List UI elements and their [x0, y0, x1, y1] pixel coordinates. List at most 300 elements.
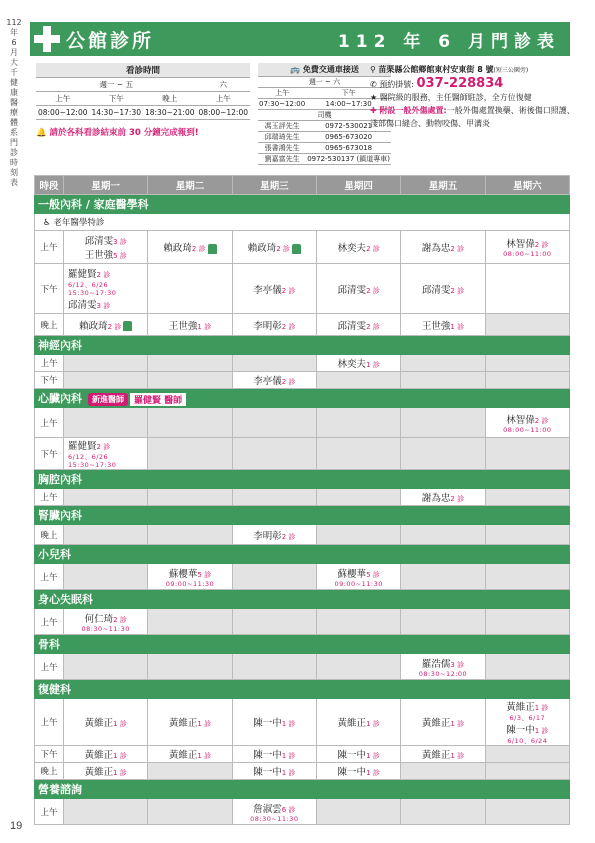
schedule-cell: [64, 763, 148, 780]
session-label: 下午: [35, 264, 64, 314]
schedule-cell-empty: [148, 525, 232, 545]
doctor-name: 黃維正: [337, 718, 367, 729]
doctor-name: 謝為忠: [421, 243, 451, 254]
room-number: 1 診: [197, 752, 212, 760]
shuttle-slot: 下午: [306, 87, 391, 98]
schedule-cell-empty: [485, 746, 569, 763]
schedule-cell-empty: [148, 408, 232, 438]
room-number: 2 診: [281, 532, 296, 541]
checkin-warning: [36, 126, 199, 138]
schedule-cell-empty: [148, 799, 232, 825]
header-cell: 星期五: [401, 176, 485, 195]
hours-slot: 上午: [36, 91, 90, 105]
doctor-name: 羅健賢: [68, 441, 97, 452]
schedule-cell: [232, 372, 316, 389]
plus-icon: ✚: [370, 106, 380, 115]
room-number: 1 診: [366, 720, 380, 728]
doctor-name: 賴政琦: [247, 243, 277, 254]
schedule-cell-empty: [64, 654, 148, 680]
schedule-cell: [316, 355, 400, 372]
schedule-cell-empty: [401, 355, 485, 372]
schedule-cell-empty: [64, 525, 148, 545]
driver-phone: 0965-673018: [306, 142, 391, 153]
schedule-cell-empty: [316, 799, 400, 825]
phone-icon: ✆: [370, 80, 380, 89]
schedule-cell-empty: [485, 525, 569, 545]
doctor-name: 李明彰: [253, 530, 282, 542]
header-cell: 星期四: [316, 176, 400, 195]
schedule-cell: [148, 746, 232, 763]
side-char: 112: [6, 18, 22, 27]
doctor-name: 王世強: [168, 320, 198, 332]
schedule-cell: [316, 746, 400, 763]
schedule-cell-empty: [148, 609, 232, 635]
side-char: 門: [10, 138, 18, 147]
schedule-cell-empty: [485, 609, 569, 635]
side-char: 大: [10, 58, 18, 67]
doctor-name: 李亭儀: [253, 376, 282, 387]
schedule-cell-empty: [316, 372, 400, 389]
schedule-cell: [232, 231, 316, 264]
doctor-name: 賴政琦: [163, 243, 192, 254]
schedule-cell-empty: [232, 654, 316, 680]
star-icon: ★: [370, 93, 380, 102]
room-number: 2 診: [450, 245, 465, 253]
schedule-cell: [232, 763, 316, 780]
time-note: 08:00~11:00: [503, 425, 552, 434]
room-number: 2 診: [534, 416, 549, 425]
room-number: 2 診: [191, 245, 206, 253]
session-label: 上午: [35, 609, 64, 635]
schedule-cell: [64, 314, 148, 336]
schedule-cell: [316, 763, 400, 780]
side-char: 千: [10, 68, 18, 77]
doctor-name: 陳一中: [253, 718, 282, 729]
schedule-cell: [64, 264, 148, 314]
side-char: 健: [10, 78, 18, 87]
doctor-name: 謝為忠: [421, 493, 451, 504]
dept-neurology: 神經內科: [35, 336, 570, 355]
session-label: 上午: [35, 355, 64, 372]
side-char: 時: [10, 158, 18, 167]
page-header: [30, 22, 570, 56]
schedule-cell: [316, 264, 400, 314]
schedule-cell: [64, 231, 148, 264]
driver-name: 邱瑞琦先生: [258, 131, 306, 142]
room-number: 5 診: [113, 252, 127, 260]
weekday-header-row: [35, 176, 570, 195]
date-note: 6/3、6/17: [509, 714, 546, 722]
schedule-cell-empty: [148, 489, 232, 506]
schedule-cell-empty: [316, 525, 400, 545]
hours-time: 08:00~12:00: [36, 105, 90, 119]
schedule-cell-empty: [148, 763, 232, 780]
room-number: 2 診: [450, 286, 465, 295]
elderly-icon: ♿: [43, 218, 54, 228]
room-number: 1 診: [197, 720, 212, 728]
schedule-cell: [64, 699, 148, 746]
doctor-name: 李亭儀: [253, 284, 282, 296]
doctor-name: 陳一中: [253, 767, 282, 778]
surgery-line: [370, 104, 580, 130]
date-note: 6/12、6/26: [68, 281, 109, 289]
room-number: 2 診: [276, 245, 290, 253]
time-note: 08:00~11:00: [503, 250, 552, 258]
room-number: 2 診: [366, 322, 380, 331]
room-number: 1 診: [281, 769, 296, 777]
schedule-cell: [316, 231, 400, 264]
side-char: 醫: [10, 98, 18, 107]
shuttle-time: 07:30~12:00: [259, 99, 306, 108]
time-note: 09:00~11:30: [334, 579, 383, 588]
dept-label: 心臟內科: [38, 392, 82, 405]
doctor-name: 黃維正: [421, 750, 451, 761]
doctor-name: 黃維正: [421, 718, 451, 729]
schedule-cell-empty: [401, 372, 485, 389]
schedule-cell-empty: [485, 654, 569, 680]
schedule-cell-empty: [64, 355, 148, 372]
surgery-desc: 一般外傷處置換藥、術後傷口照護、淺部傷口縫合、動物咬傷、甲溝炎: [370, 106, 575, 128]
session-label: 下午: [35, 372, 64, 389]
schedule-cell-empty: [401, 609, 485, 635]
schedule-cell-empty: [316, 438, 400, 470]
doctor-name: 王世強: [421, 320, 451, 332]
side-char: 月: [10, 48, 18, 57]
hours-group: 週一 ~ 五: [36, 77, 197, 91]
room-number: 1 診: [113, 720, 127, 728]
schedule-cell: [401, 654, 485, 680]
doctor-name: 詹淑雲: [253, 803, 282, 815]
schedule-cell-empty: [148, 372, 232, 389]
doctor-name: 蘇櫻華: [337, 568, 367, 580]
doctor-name: 黃維正: [506, 702, 535, 713]
doctor-name: 林奕夫: [337, 359, 367, 370]
contact-info: [370, 63, 580, 130]
time-note: 15:30~17:30: [68, 289, 117, 297]
driver-name: 劉嘉富先生: [258, 153, 306, 164]
header-cell: 星期六: [485, 176, 569, 195]
schedule-cell: [485, 264, 569, 314]
schedule-cell: [148, 314, 232, 336]
schedule-cell: [232, 799, 316, 825]
schedule-cell-empty: [316, 489, 400, 506]
room-number: 3 診: [96, 302, 111, 310]
service-line: [370, 91, 580, 104]
doctor-name: 黃維正: [168, 718, 198, 729]
schedule-cell-empty: [485, 438, 569, 470]
doctor-name: 黃維正: [84, 767, 114, 778]
driver-phone: 0972-530021: [306, 120, 391, 131]
dept-psychiatry: 身心失眠科: [35, 590, 570, 609]
side-char: 年: [10, 28, 18, 37]
hours-time: 08:00~12:00: [197, 105, 251, 119]
session-label: 上午: [35, 654, 64, 680]
room-number: 1 診: [450, 322, 465, 331]
side-char: 療: [10, 108, 18, 117]
shuttle-days: 週一 ~ 六: [258, 76, 391, 87]
date-note: 6/12、6/26: [68, 453, 109, 461]
new-doctor-name: 羅健賢 醫師: [130, 393, 186, 406]
room-number: 2 診: [366, 286, 380, 295]
schedule-cell: [148, 699, 232, 746]
schedule-cell-empty: [316, 408, 400, 438]
header-cell: 時段: [35, 176, 64, 195]
driver-phone: 0965-673020: [306, 131, 391, 142]
doctor-name: 黃維正: [84, 718, 114, 729]
room-number: 1 診: [113, 769, 127, 777]
schedule-cell: [401, 231, 485, 264]
elderly-icon: [123, 321, 132, 331]
doctor-name: 何仁琦: [84, 613, 114, 625]
schedule-cell-empty: [401, 408, 485, 438]
address-line: [370, 63, 580, 77]
schedule-cell-empty: [485, 763, 569, 780]
schedule-cell: [485, 699, 569, 746]
room-number: 2 診: [96, 271, 111, 279]
room-number: 1 診: [366, 769, 380, 777]
schedule-cell: [148, 564, 232, 590]
side-vertical-title: [4, 18, 24, 188]
bell-icon: 🔔: [36, 128, 50, 138]
session-label: 上午: [35, 799, 64, 825]
elderly-icon: [208, 244, 217, 254]
schedule-cell-empty: [232, 489, 316, 506]
schedule-cell: [232, 746, 316, 763]
shuttle-title-text: 免費交通車接送: [302, 64, 359, 74]
doctor-name: 陳一中: [506, 725, 535, 736]
header-cell: 星期二: [148, 176, 232, 195]
room-number: 2 診: [450, 495, 465, 503]
new-doctor-badge: 新進醫師: [88, 393, 128, 406]
dept-rehabilitation: 復健科: [35, 680, 570, 699]
session-label: 上午: [35, 564, 64, 590]
schedule-cell: [64, 746, 148, 763]
elderly-icon: [292, 244, 301, 254]
header-cell: 星期一: [64, 176, 148, 195]
hours-table: [36, 63, 250, 120]
time-note: 09:00~11:30: [165, 579, 215, 588]
room-number: 2 診: [113, 615, 127, 624]
room-number: 5 診: [197, 570, 212, 579]
schedule-cell-empty: [485, 355, 569, 372]
dept-nutrition: 營養諮詢: [35, 780, 570, 799]
room-number: 1 診: [534, 727, 549, 735]
room-number: 3 診: [113, 238, 127, 246]
service-text: 醫院級的服務，主任醫師駐診，全方位復健: [379, 93, 532, 102]
room-number: 3 診: [450, 660, 465, 669]
doctor-name: 林智偉: [506, 239, 535, 250]
schedule-cell-empty: [401, 438, 485, 470]
schedule-cell: [485, 231, 569, 264]
schedule-cell-empty: [64, 799, 148, 825]
address-text: 苗栗縣公館鄉館東村安東街 8 號: [378, 65, 494, 74]
hours-title: 看診時間: [36, 63, 250, 77]
schedule-cell-empty: [485, 799, 569, 825]
doctor-name: 陳一中: [253, 750, 282, 761]
doctor-name: 蘇櫻華: [168, 568, 198, 580]
room-number: 1 診: [450, 752, 465, 760]
doctor-name: 林智偉: [506, 414, 535, 426]
bus-icon: 🚌: [290, 64, 303, 74]
dept-chest: 胸腔內科: [35, 470, 570, 489]
warning-text: 請於各科看診結束前 30 分鐘完成報到!: [49, 128, 199, 138]
time-note: 08:30~11:30: [250, 814, 299, 823]
driver-phone: 0972-530137 (鎮道專車): [307, 154, 390, 163]
date-note: 6/10、6/24: [507, 737, 548, 745]
dept-orthopedics: 骨科: [35, 635, 570, 654]
phone-line: [370, 77, 580, 91]
driver-name: 馮玉評先生: [258, 120, 306, 131]
session-label: 上午: [35, 699, 64, 746]
time-note: 08:30~11:30: [81, 624, 130, 633]
schedule-cell-empty: [485, 372, 569, 389]
schedule-cell-empty: [485, 564, 569, 590]
schedule-cell-empty: [148, 355, 232, 372]
room-number: 1 診: [113, 752, 127, 760]
schedule-cell-empty: [485, 314, 569, 336]
room-number: 1 診: [281, 720, 296, 728]
schedule-cell: [401, 699, 485, 746]
side-char: 體: [10, 118, 18, 127]
schedule-cell: [316, 314, 400, 336]
hours-group: 六: [197, 77, 251, 91]
session-label: 上午: [35, 489, 64, 506]
schedule-cell-empty: [232, 609, 316, 635]
header-cell: 星期三: [232, 176, 316, 195]
room-number: 2 診: [281, 322, 296, 331]
schedule-cell: [232, 525, 316, 545]
schedule-cell: [485, 408, 569, 438]
page-number: 19: [10, 820, 23, 832]
session-label: 下午: [35, 746, 64, 763]
room-number: 6 診: [281, 805, 296, 814]
schedule-cell-empty: [232, 355, 316, 372]
hours-time: 18:30~21:00: [143, 105, 197, 119]
schedule-cell-empty: [64, 408, 148, 438]
schedule-cell-empty: [401, 525, 485, 545]
doctor-name: 黃維正: [168, 750, 198, 761]
side-char: 6: [11, 38, 17, 47]
room-number: 1 診: [534, 704, 549, 712]
shuttle-time: 14:00~17:30: [306, 98, 391, 109]
dept-pediatrics: 小兒科: [35, 545, 570, 564]
page-title: 112 年 6 月門診表: [337, 31, 560, 52]
doctor-name: 黃維正: [84, 750, 114, 761]
schedule-cell: [316, 699, 400, 746]
room-number: 2 診: [366, 245, 380, 253]
doctor-name: 邱清雯: [337, 284, 367, 296]
doctor-name: 王世強: [84, 250, 114, 261]
doctor-name: 賴政琦: [79, 320, 108, 332]
schedule-cell: [401, 314, 485, 336]
phone-number[interactable]: 037-228834: [416, 76, 504, 91]
schedule-cell-empty: [316, 654, 400, 680]
medical-cross-icon: [34, 26, 60, 52]
schedule-cell: [401, 264, 485, 314]
doctor-name: 羅健賢: [68, 269, 97, 280]
schedule-cell-empty: [401, 799, 485, 825]
hours-slot: 下午: [90, 91, 144, 105]
room-number: 2 診: [281, 286, 296, 295]
dept-nephrology: 腎臟內科: [35, 506, 570, 525]
schedule-cell: [232, 264, 316, 314]
schedule-cell: [232, 699, 316, 746]
doctor-name: 陳一中: [337, 750, 367, 761]
schedule-cell-empty: [316, 609, 400, 635]
room-number: 2 診: [281, 378, 296, 386]
schedule-cell: [64, 438, 148, 470]
room-number: 1 診: [366, 361, 380, 369]
doctor-name: 邱清雯: [337, 320, 367, 332]
doctor-name: 邱清雯: [68, 300, 97, 311]
time-note: 15:30~17:30: [68, 461, 117, 469]
geriatric-label: 老年醫學特診: [53, 218, 105, 228]
room-number: 2 診: [96, 443, 111, 451]
address-note: (短三公園旁): [493, 67, 529, 74]
phone-label: 預約掛號:: [379, 80, 414, 89]
schedule-cell: [316, 564, 400, 590]
schedule-cell-empty: [232, 408, 316, 438]
clinic-name: 公館診所: [66, 29, 155, 52]
session-label: 上午: [35, 408, 64, 438]
doctor-name: 邱清雯: [84, 236, 114, 247]
dept-cardiology: [35, 389, 570, 408]
schedule-cell: [148, 231, 232, 264]
room-number: 1 診: [281, 752, 296, 760]
side-char: 診: [10, 148, 18, 157]
doctor-name: 陳一中: [337, 767, 367, 778]
schedule-cell-empty: [64, 489, 148, 506]
session-label: 晚上: [35, 314, 64, 336]
side-char: 康: [10, 88, 18, 97]
schedule-cell-empty: [64, 564, 148, 590]
schedule-table: [34, 175, 570, 825]
doctor-name: 邱清雯: [421, 284, 451, 296]
side-char: 刻: [10, 168, 18, 177]
room-number: 1 診: [450, 720, 465, 728]
schedule-cell-empty: [64, 372, 148, 389]
hours-time: 14:30~17:30: [90, 105, 144, 119]
schedule-cell-empty: [485, 489, 569, 506]
side-char: 系: [10, 128, 18, 137]
doctor-name: 林奕夫: [337, 243, 367, 254]
schedule-cell-empty: [148, 654, 232, 680]
session-label: 下午: [35, 438, 64, 470]
schedule-cell: [401, 746, 485, 763]
time-note: 08:30~12:00: [418, 669, 468, 678]
session-label: 晚上: [35, 525, 64, 545]
schedule-cell: [401, 489, 485, 506]
schedule-cell: [64, 609, 148, 635]
schedule-cell: [232, 314, 316, 336]
doctor-name: 羅浩儒: [421, 658, 451, 670]
hours-slot: 晚上: [143, 91, 197, 105]
geriatric-subheader: [35, 214, 570, 231]
session-label: 上午: [35, 231, 64, 264]
session-label: 晚上: [35, 763, 64, 780]
side-char: 表: [10, 178, 18, 187]
location-pin-icon: ⚲: [370, 65, 379, 74]
schedule-cell-empty: [232, 564, 316, 590]
schedule-cell-empty: [232, 438, 316, 470]
driver-name: 張書鴻先生: [258, 142, 306, 153]
schedule-cell-empty: [401, 564, 485, 590]
shuttle-slot: 上午: [258, 87, 306, 98]
driver-label: 司機: [258, 109, 391, 120]
schedule-cell-empty: [148, 438, 232, 470]
dept-general-medicine: 一般內科 / 家庭醫學科: [35, 195, 570, 214]
hours-slot: 上午: [197, 91, 251, 105]
